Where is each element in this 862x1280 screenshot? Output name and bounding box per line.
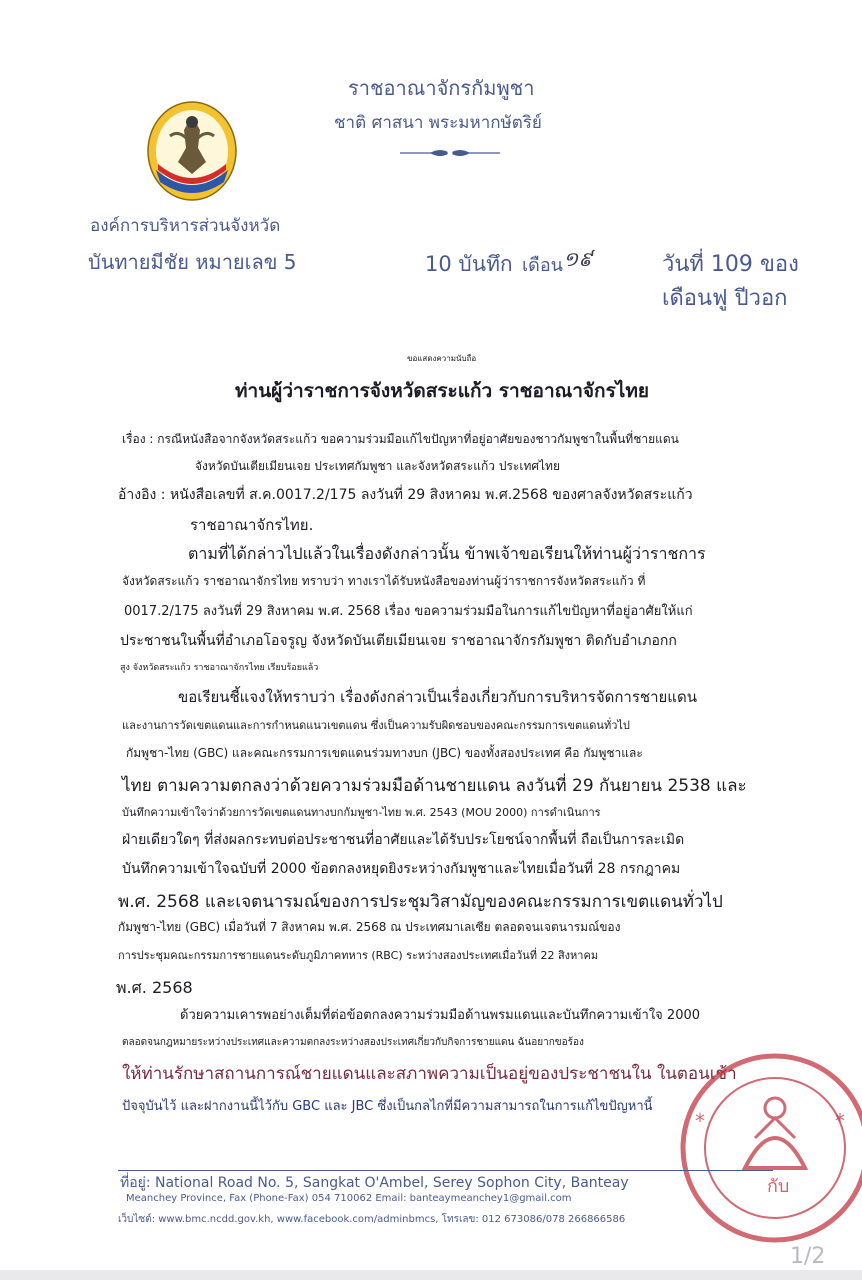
paragraph-2-line-6: ฝ่ายเดียวใดๆ ที่ส่งผลกระทบต่อประชาชนที่อาศัยและได้รับประโยชน์จากพื้นที่ ถือเป็นการละเมิด [122,832,685,848]
footer-address-1: ที่อยู่: National Road No. 5, Sangkat O'Ambel, Serey Sophon City, Banteay [120,1175,629,1191]
footer-rule [118,1170,773,1171]
paragraph-2-line-10: การประชุมคณะกรรมการชายแดนระดับภูมิภาคทหาร (RBC) ระหว่างสองประเทศเมื่อวันที่ 22 สิงหาคม [118,949,599,962]
paragraph-2-line-9: กัมพูชา-ไทย (GBC) เมื่อวันที่ 7 สิงหาคม พ.ศ. 2568 ณ ประเทศมาเลเซีย ตลอดจนเจตนารมณ์ของ [118,920,621,934]
date-field: 10 บันทึก [425,252,513,276]
province-seal-icon [146,100,238,202]
footer-address-2: Meanchey Province, Fax (Phone-Fax) 054 710062 Email: banteaymeanchey1@gmail.com [126,1193,572,1204]
paragraph-2-line-2: และงานการวัดเขตแดนและการกำหนดแนวเขตแดน ซึ่งเป็นความรับผิดชอบของคณะกรรมการเขตแดนทั่วไป [122,719,630,732]
viewer-bottom-bar [0,1270,862,1280]
ornament-divider-icon [400,146,500,160]
courtesy-line: ขอแสดงความนับถือ [407,354,477,363]
month-field: เดือน [522,255,563,276]
paragraph-3-line-4: ปัจจุบันไว้ และฝากงานนี้ไว้กับ GBC และ JBC ซึ่งเป็นกลไกที่มีความสามารถในการแก้ไขปัญหานี้ [122,1099,653,1114]
reference-line-1: อ้างอิง : หนังสือเลขที่ ส.ค.0017.2/175 ลงวันที่ 29 สิงหาคม พ.ศ.2568 ของศาลจังหวัดสระแก้ว [118,487,693,503]
paragraph-1-line-1: ตามที่ได้กล่าวไปแล้วในเรื่องดังกล่าวนั้น ข้าพเจ้าขอเรียนให้ท่านผู้ว่าราชการ [188,544,706,563]
day-of-year: วันที่ 109 ของ [662,252,799,277]
paragraph-2-line-3: กัมพูชา-ไทย (GBC) และคณะกรรมการเขตแดนร่วมทางบก (JBC) ของทั้งสองประเทศ คือ กัมพูชาและ [126,746,643,760]
handwritten-date: ១៩ [563,247,593,271]
document-number: บันทายมีชัย หมายเลข 5 [88,250,297,274]
organization-name: องค์การบริหารส่วนจังหวัด [90,216,281,236]
paragraph-1-line-5: สูง จังหวัดสระแก้ว ราชอาณาจักรไทย เรียบร้อยแล้ว [120,663,319,673]
subject-line-1: เรื่อง : กรณีหนังสือจากจังหวัดสระแก้ว ขอความร่วมมือแก้ไขปัญหาที่อยู่อาศัยของชาวกัมพูชาในพื้นที่ชายแดน [122,432,679,446]
footer-address-3: เว็บไซต์: www.bmc.ncdd.gov.kh, www.facebook.com/adminbmcs, โทรเลข: 012 673086/078 266866586 [118,1214,626,1225]
stamp-label: กับ [767,1176,790,1197]
subject-line-2: จังหวัดบันเตียเมียนเจย ประเทศกัมพูชา และจังหวัดสระแก้ว ประเทศไทย [195,459,560,473]
paragraph-2-line-7: บันทึกความเข้าใจฉบับที่ 2000 ข้อตกลงหยุดยิงระหว่างกัมพูชาและไทยเมื่อวันที่ 28 กรกฎาคม [122,861,681,877]
page-number: 1/2 [790,1244,826,1269]
svg-text:*: * [695,1109,705,1133]
lunar-date: เดือนฟู ปีวอก [662,286,788,311]
paragraph-2-line-5: บันทึกความเข้าใจว่าด้วยการวัดเขตแดนทางบกกัมพูชา-ไทย พ.ศ. 2543 (MOU 2000) การดำเนินการ [122,806,601,819]
paragraph-2-line-4: ไทย ตามความตกลงว่าด้วยความร่วมมือด้านชายแดน ลงวันที่ 29 กันยายน 2538 และ [122,776,747,796]
paragraph-1-line-2: จังหวัดสระแก้ว ราชอาณาจักรไทย ทราบว่า ทางเราได้รับหนังสือของท่านผู้ว่าราชการจังหวัดสระแก้ว ที่ [122,574,646,588]
paragraph-1-line-4: ประชาชนในพื้นที่อำเภอโอจรูญ จังหวัดบันเตียเมียนเจย ราชอาณาจักรกัมพูชา ติดกับอำเภอกก [120,633,677,649]
svg-text:*: * [835,1109,845,1133]
kingdom-title: ราชอาณาจักรกัมพูชา [348,76,535,100]
addressee: ท่านผู้ว่าราชการจังหวัดสระแก้ว ราชอาณาจักรไทย [235,380,649,402]
paragraph-3-line-1: ด้วยความเคารพอย่างเต็มที่ต่อข้อตกลงความร่วมมือด้านพรมแดนและบันทึกความเข้าใจ 2000 [180,1008,701,1023]
official-stamp-icon [665,1048,862,1248]
paragraph-2-line-11: พ.ศ. 2568 [116,978,193,997]
national-motto: ชาติ ศาสนา พระมหากษัตริย์ [334,113,542,133]
paragraph-3-line-2: ตลอดจนกฎหมายระหว่างประเทศและความตกลงระหว่างสองประเทศเกี่ยวกับกิจการชายแดน ฉันอยากขอร้อง [122,1037,584,1048]
paragraph-3-line-3: ให้ท่านรักษาสถานการณ์ชายแดนและสภาพความเป็นอยู่ของประชาชนใน ในตอนเช้า [122,1064,737,1084]
paragraph-1-line-3: 0017.2/175 ลงวันที่ 29 สิงหาคม พ.ศ. 2568 เรื่อง ขอความร่วมมือในการแก้ไขปัญหาที่อยู่อาศัยให้แก่ [124,604,693,619]
reference-line-2: ราชอาณาจักรไทย. [190,516,314,534]
paragraph-2-line-1: ขอเรียนชี้แจงให้ทราบว่า เรื่องดังกล่าวเป็นเรื่องเกี่ยวกับการบริหารจัดการชายแดน [178,688,697,706]
paragraph-2-line-8: พ.ศ. 2568 และเจตนารมณ์ของการประชุมวิสามัญของคณะกรรมการเขตแดนทั่วไป [118,892,723,912]
